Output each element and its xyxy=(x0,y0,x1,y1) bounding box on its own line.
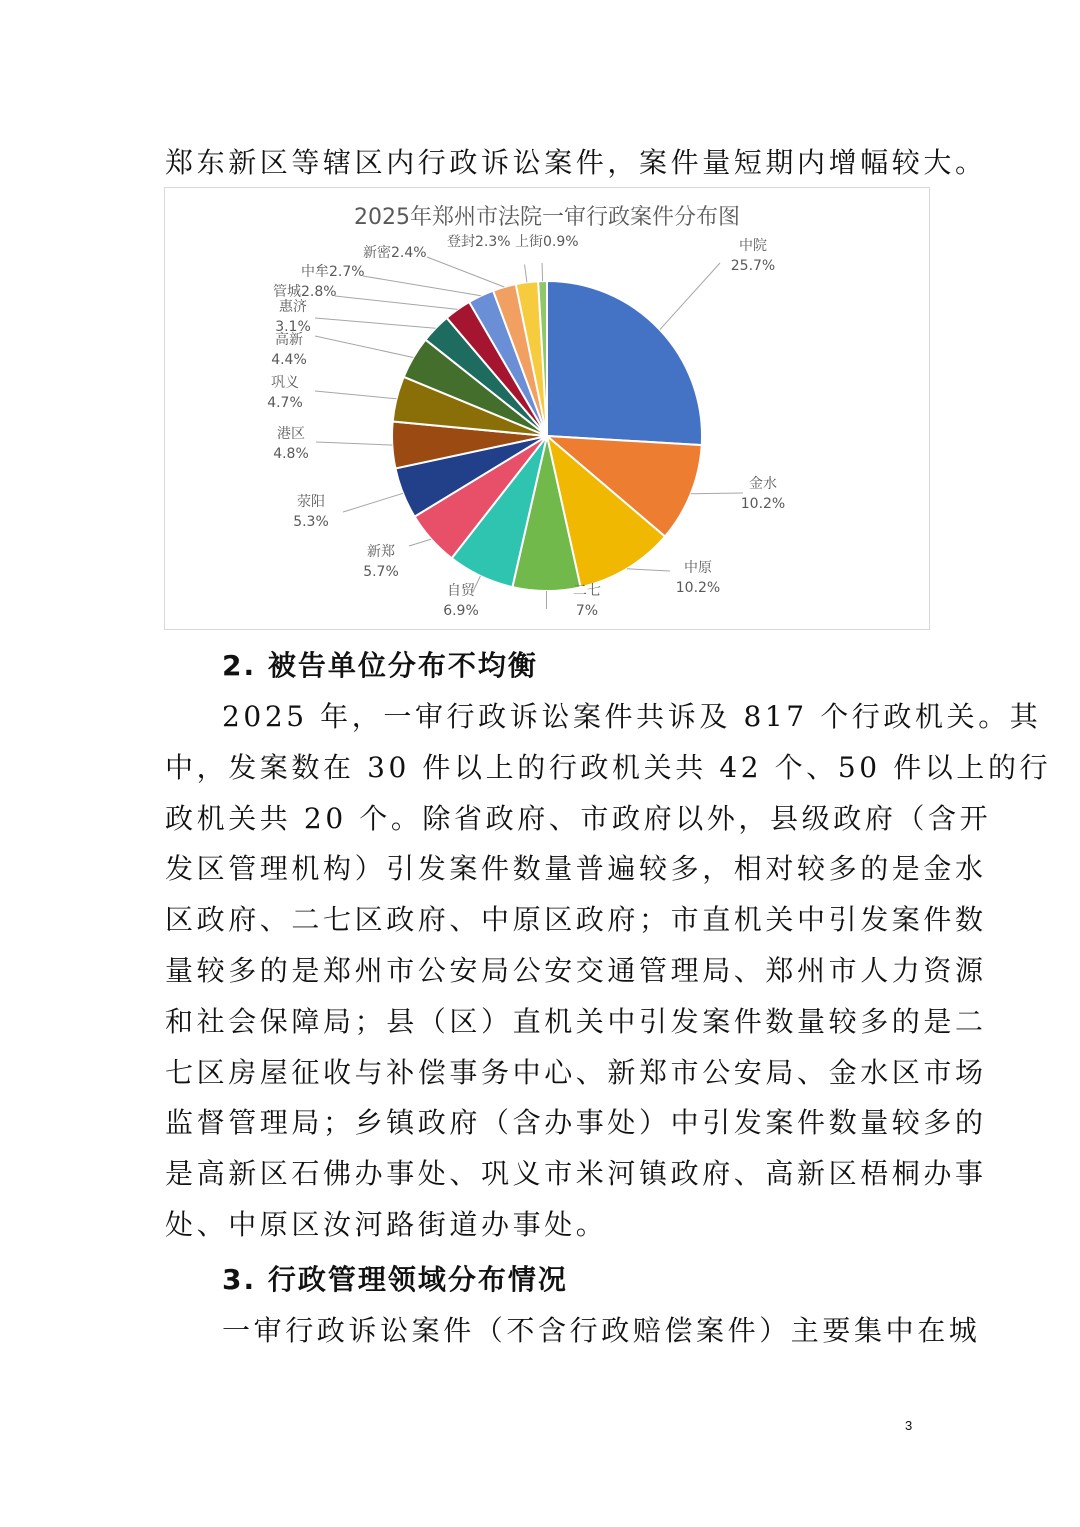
section2-line: 区政府、二七区政府、中原区政府；市直机关中引发案件数 xyxy=(165,903,987,937)
section2-line: 七区房屋征收与补偿事务中心、新郑市公安局、金水区市场 xyxy=(165,1055,987,1089)
pie-chart-svg xyxy=(165,188,929,629)
leader-line-12 xyxy=(363,276,481,296)
slice-category-label-3: 二七 xyxy=(573,583,601,599)
chart-title: 2025年郑州市法院一审行政案件分布图 xyxy=(354,205,740,230)
leader-line-11 xyxy=(335,296,458,309)
slice-value-label-10: 3.1% xyxy=(275,319,311,335)
slice-category-label-0: 中院 xyxy=(739,238,767,254)
slice-value-label-9: 4.4% xyxy=(271,352,307,368)
leader-line-2 xyxy=(627,569,670,571)
slice-category-label-7: 港区 xyxy=(277,426,305,442)
leader-line-15 xyxy=(542,263,543,281)
slice-value-label-3: 7% xyxy=(575,603,599,619)
slice-label-12: 中牟2.7% xyxy=(301,264,365,280)
leader-line-8 xyxy=(315,391,397,399)
slice-category-label-1: 金水 xyxy=(749,476,777,492)
slice-value-label-8: 4.7% xyxy=(267,395,303,411)
section2-line: 监督管理局；乡镇政府（含办事处）中引发案件数量较多的 xyxy=(165,1106,987,1140)
pie-slice-0 xyxy=(547,281,702,445)
section2-heading: 2. 被告单位分布不均衡 xyxy=(222,649,538,682)
slice-value-label-4: 6.9% xyxy=(443,603,479,619)
leader-line-9 xyxy=(315,336,413,358)
section2-line: 2025 年，一审行政诉讼案件共诉及 817 个行政机关。其 xyxy=(222,700,1042,733)
slice-value-label-7: 4.8% xyxy=(273,446,309,462)
slice-category-label-9: 高新 xyxy=(275,332,303,348)
slice-value-label-2: 10.2% xyxy=(675,580,721,596)
section3-first-line: 一审行政诉讼案件（不含行政赔偿案件）主要集中在城 xyxy=(222,1314,981,1347)
section2-line: 量较多的是郑州市公安局公安交通管理局、郑州市人力资源 xyxy=(165,954,987,987)
slice-category-label-8: 巩义 xyxy=(271,375,299,391)
slice-label-15: 上街0.9% xyxy=(515,234,579,250)
section3-heading: 3. 行政管理领域分布情况 xyxy=(222,1263,568,1296)
slice-category-label-2: 中原 xyxy=(684,560,712,576)
leader-line-1 xyxy=(691,493,743,494)
section2-line: 发区管理机构）引发案件数量普遍较多，相对较多的是金水 xyxy=(165,852,987,886)
section2-line: 和社会保障局；县（区）直机关中引发案件数量较多的是二 xyxy=(165,1004,987,1038)
section2-line: 处、中原区汝河路街道办事处。 xyxy=(165,1208,608,1241)
section2-line: 是高新区石佛办事处、巩义市米河镇政府、高新区梧桐办事 xyxy=(165,1157,987,1191)
page-number: 3 xyxy=(905,1418,913,1433)
section2-line: 政机关共 20 个。除省政府、市政府以外，县级政府（含开 xyxy=(165,801,992,835)
slice-value-label-0: 25.7% xyxy=(730,258,776,274)
leader-line-0 xyxy=(660,263,720,330)
pie-chart xyxy=(164,187,930,630)
section2-line: 中，发案数在 30 件以上的行政机关共 42 个、50 件以上的行 xyxy=(165,750,1052,784)
slice-label-11: 管城2.8% xyxy=(273,284,337,300)
leader-line-7 xyxy=(316,442,392,445)
leader-line-13 xyxy=(427,257,504,287)
slice-category-label-5: 新郑 xyxy=(367,544,395,560)
slice-category-label-10: 惠济 xyxy=(279,299,307,315)
slice-category-label-4: 自贸 xyxy=(447,583,475,599)
slice-label-13: 新密2.4% xyxy=(363,245,427,261)
leader-line-14 xyxy=(525,264,527,282)
leader-line-5 xyxy=(409,539,431,546)
leader-line-10 xyxy=(315,318,436,328)
intro-tail-text: 郑东新区等辖区内行政诉讼案件，案件量短期内增幅较大。 xyxy=(165,146,987,179)
slice-value-label-1: 10.2% xyxy=(740,496,786,512)
slice-value-label-6: 5.3% xyxy=(293,514,329,530)
slice-value-label-5: 5.7% xyxy=(363,564,399,580)
leader-line-6 xyxy=(343,493,403,512)
slice-category-label-6: 荥阳 xyxy=(297,494,325,510)
slice-label-14: 登封2.3% xyxy=(447,234,511,250)
